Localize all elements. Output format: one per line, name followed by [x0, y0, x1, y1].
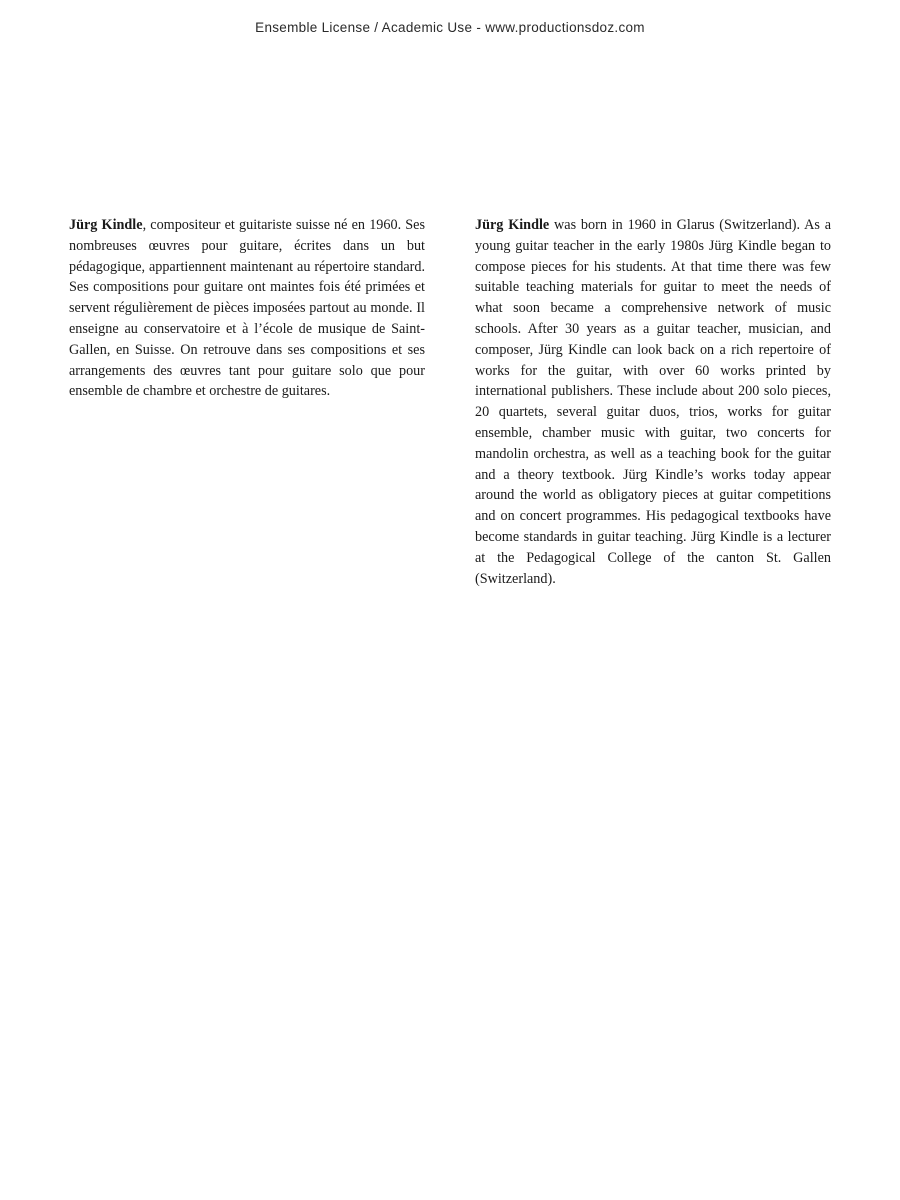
- biography-french-text: , compositeur et guitariste suisse né en 1960. Ses nombreuses œuvres pour guitare, écrites dans un but pédagogique, appartiennent maintenant au répertoire standard. Ses compositions pour guitare ont maintes fois été primées et servent régulièrement de pièces imposées partout au monde. Il enseigne au conservatoire et à l’école de musique de Saint-Gallen, en Suisse. On retrouve dans ses compositions et ses arrangements des œuvres tant pour guitare solo que pour ensemble de chambre et orchestre de guitares.: [69, 217, 426, 400]
- biography-english: [475, 215, 831, 589]
- biography-french: [69, 215, 425, 402]
- composer-name-fr: Jürg Kindle: [69, 217, 143, 233]
- biography-english-text: was born in 1960 in Glarus (Switzerland). As a young guitar teacher in the early 1980s Jürg Kindle began to compose pieces for his students. At that time there was few suitable teaching materials for guitar to meet the needs of what soon became a comprehensive network of music schools. After 30 years as a guitar teacher, musician, and composer, Jürg Kindle can look back on a rich repertoire of works for the guitar, with over 60 works printed by international publishers. These include about 200 solo pieces, 20 quartets, several guitar duos, trios, works for guitar ensemble, chamber music with guitar, two concerts for mandolin orchestra, as well as a teaching book for the guitar and a theory textbook. Jürg Kindle’s works today appear around the world as obligatory pieces at guitar competitions and on concert programmes. His pedagogical textbooks have become standards in guitar teaching. Jürg Kindle is a lecturer at the Pedagogical College of the canton St. Gallen (Switzerland).: [475, 217, 831, 587]
- license-header: Ensemble License / Academic Use - www.productionsdoz.com: [255, 20, 645, 35]
- composer-name-en: Jürg Kindle: [475, 217, 550, 233]
